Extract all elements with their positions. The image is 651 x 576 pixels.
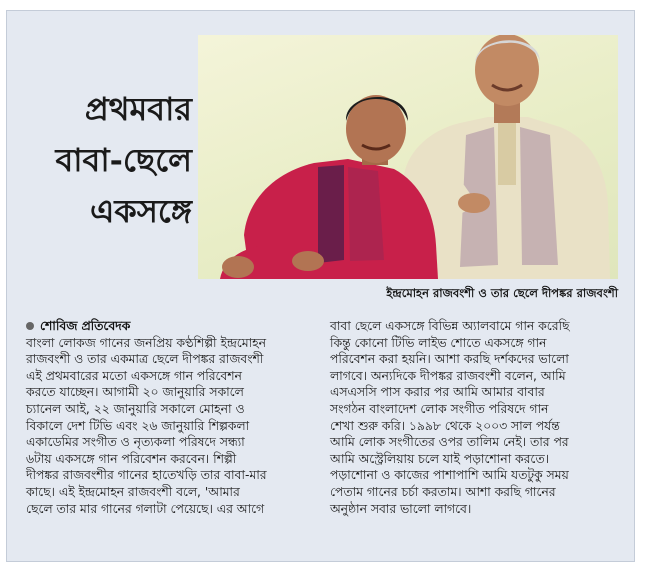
headline-line-1: প্রথমবার — [84, 90, 192, 128]
body-line: অনুষ্ঠান সবার ভালো লাগবে। — [330, 501, 472, 516]
article-column-right — [330, 318, 620, 517]
headline-line-2: বাবা-ছেলে — [55, 141, 192, 179]
body-line: বিকালে দেশ টিভি এবং ২৬ জানুয়ারি শিল্পকলা — [26, 418, 250, 433]
byline — [26, 318, 311, 335]
article-photo — [198, 35, 618, 279]
body-line: আমি লোক সংগীতের ওপর তালিম নেই। তার পর — [330, 435, 569, 450]
body-line: লাগবে। অন্যদিকে দীপঙ্কর রাজবংশী বলেন, আমি — [330, 368, 566, 383]
article-headline — [24, 84, 192, 237]
body-line: দীপঙ্কর রাজবংশীর গানের হাতেখড়ি তার বাবা-মার — [26, 468, 267, 483]
article-column-left — [26, 318, 311, 517]
son-figure — [220, 95, 438, 279]
body-line: শেখা শুরু করি। ১৯৯৮ থেকে ২০০৩ সাল পর্যন্ত — [330, 418, 560, 433]
body-line: ছেলে তার মার গানের গলাটা পেয়েছে। এর আগে — [26, 501, 265, 516]
body-line: বাবা ছেলে একসঙ্গে বিভিন্ন অ্যালবামে গান করেছি — [330, 319, 570, 333]
body-line: বাংলা লোকজ গানের জনপ্রিয় কণ্ঠশিল্পী ইন্দ্রমোহন — [26, 335, 266, 350]
headline-line-3: একসঙ্গে — [90, 192, 192, 230]
body-line: রাজবংশী ও তার একমাত্র ছেলে দীপঙ্কর রাজবংশী — [26, 352, 264, 367]
body-line: পড়াশোনা ও কাজের পাশাপাশি আমি যতটুকু সময় — [330, 468, 569, 483]
body-line: কিন্তু কোনো টিভি লাইভ শোতে একসঙ্গে গান — [330, 335, 547, 350]
byline-text: শোবিজ প্রতিবেদক — [40, 319, 131, 333]
body-line: ৬টায় একসঙ্গে গান পরিবেশন করবেন। শিল্পী — [26, 451, 237, 466]
body-line: চ্যানেল আই, ২২ জানুয়ারি সকালে মোহনা ও — [26, 401, 245, 416]
body-line: এসএসসি পাস করার পর আমি আমার বাবার — [330, 385, 545, 400]
father-son-illustration — [198, 35, 618, 279]
bullet-icon — [26, 322, 34, 330]
body-line: কাছে। এই ইন্দ্রমোহন রাজবংশী বলে, 'আমার — [26, 484, 240, 499]
body-line: এই প্রথমবারের মতো একসঙ্গে গান পরিবেশন — [26, 368, 242, 383]
body-line: পেতাম গানের চর্চা করতাম। আশা করছি গানের — [330, 484, 556, 499]
body-line: সংগঠন বাংলাদেশ লোক সংগীত পরিষদে গান — [330, 401, 549, 416]
body-line: করতে যাচ্ছেন। আগামী ২০ জানুয়ারি সকালে — [26, 385, 244, 400]
body-line: একাডেমির সংগীত ও নৃত্যকলা পরিষদে সন্ধ্যা — [26, 435, 245, 450]
photo-caption: ইন্দ্রমোহন রাজবংশী ও তার ছেলে দীপঙ্কর রাজবংশী — [386, 286, 618, 300]
body-line: পরিবেশন করা হয়নি। আশা করছি দর্শকদের ভালো — [330, 352, 569, 367]
body-line: আমি অস্ট্রেলিয়ায় চলে যাই পড়াশোনা করতে। — [330, 451, 549, 466]
